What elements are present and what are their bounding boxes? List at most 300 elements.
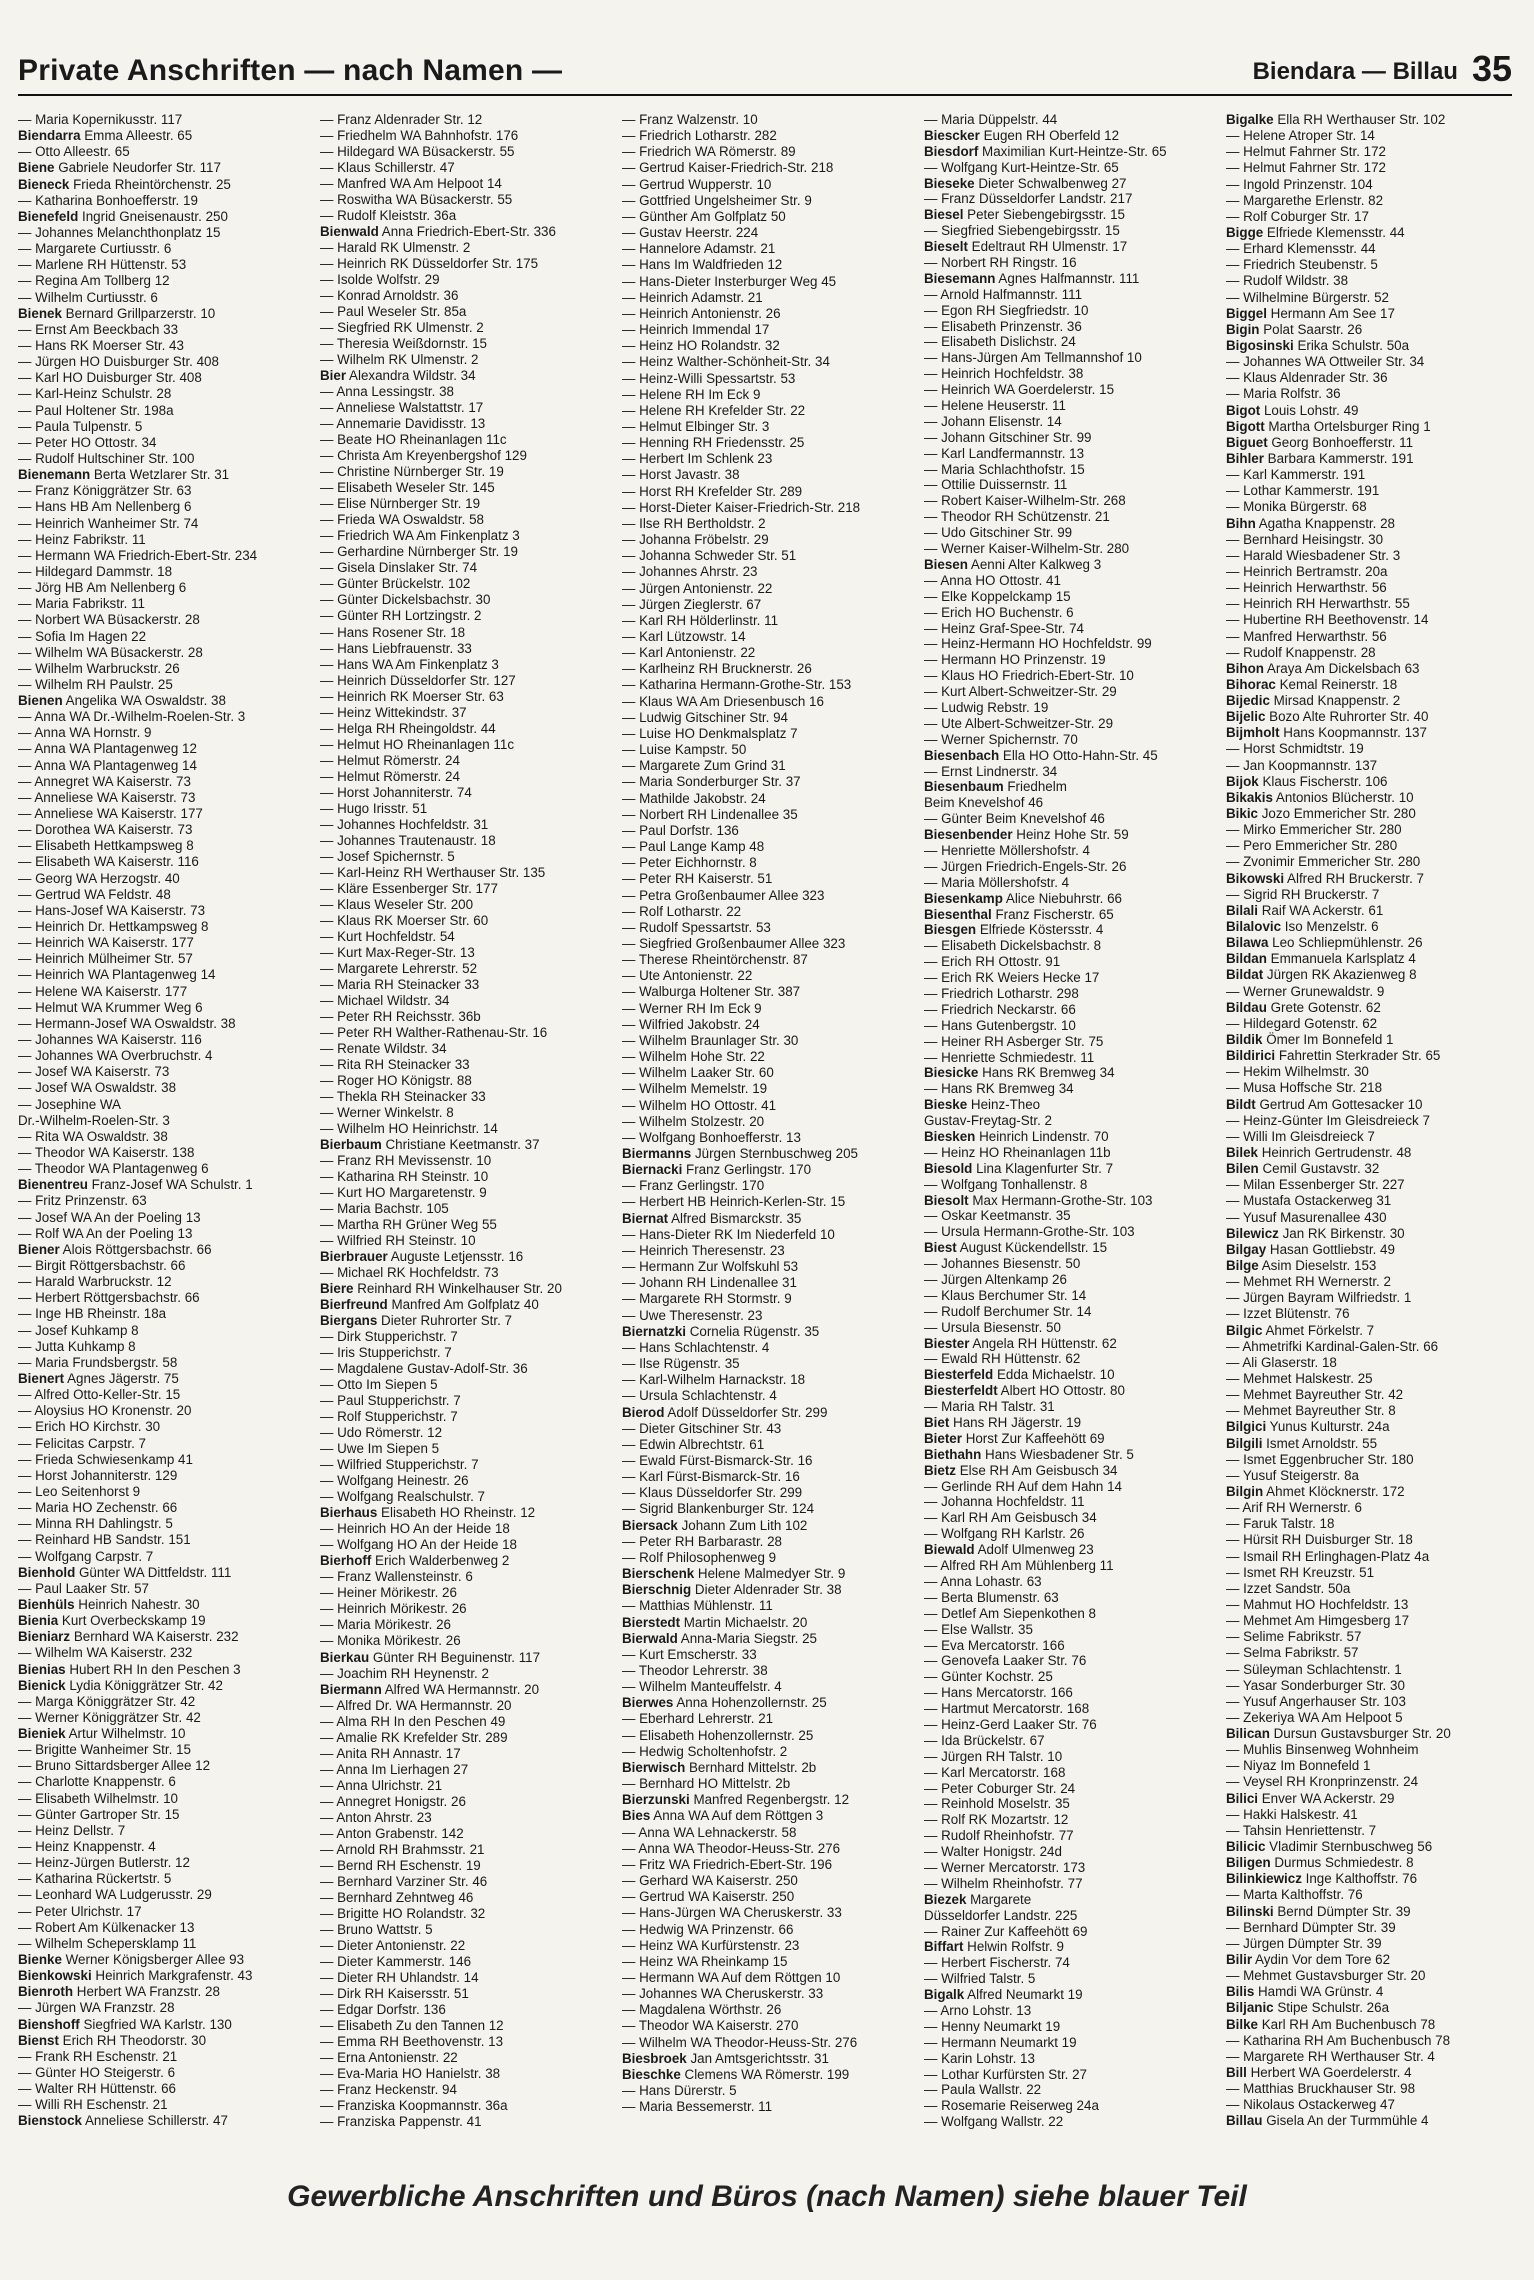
directory-entry [1226, 951, 1518, 967]
entry-details: — Hans-Josef WA Kaiserstr. 73 [18, 902, 206, 918]
entry-details: Erika Schulstr. 50a [1293, 337, 1410, 353]
directory-entry [622, 306, 914, 322]
directory-column [320, 112, 612, 2130]
surname: Bihler [1226, 450, 1264, 466]
entry-details: — Dorothea WA Kaiserstr. 73 [18, 822, 193, 838]
directory-entry [622, 1679, 914, 1695]
entry-details: — Rudolf Hultschiner Str. 100 [18, 450, 195, 466]
entry-details: — Fritz WA Friedrich-Ebert-Str. 196 [622, 1856, 833, 1872]
directory-entry [1226, 1823, 1518, 1839]
entry-details: — Michael RK Hochfeldstr. 73 [320, 1265, 499, 1281]
entry-details: — Friedrich Neckarstr. 66 [924, 1001, 1076, 1017]
entry-details: — Wilfried RH Steinstr. 10 [320, 1233, 476, 1249]
directory-entry [622, 516, 914, 532]
entry-details: — Ewald RH Hüttenstr. 62 [924, 1351, 1081, 1367]
surname: Bilicic [1226, 1839, 1266, 1855]
entry-details: — Johannes WA Cheruskerstr. 33 [622, 1986, 824, 2002]
entry-details: — Anna WA Plantagenweg 14 [18, 757, 197, 773]
directory-entry [924, 1828, 1216, 1844]
directory-entry [18, 967, 310, 983]
directory-entry [1226, 612, 1518, 628]
surname: Biesemann [924, 270, 996, 286]
entry-details: Ella RH Werthauser Str. 102 [1273, 112, 1446, 127]
entry-details: Berta Wetzlarer Str. 31 [90, 467, 230, 483]
entry-details: — Günter Gartroper Str. 15 [18, 1806, 180, 1822]
directory-entry [18, 1855, 310, 1871]
directory-entry [924, 1351, 1216, 1367]
directory-entry [320, 368, 612, 384]
directory-entry [18, 370, 310, 386]
entry-details: — Rosemarie Reiserweg 24a [924, 2098, 1099, 2114]
entry-details: — Katharina Rückertstr. 5 [18, 1871, 172, 1887]
directory-entry [924, 1336, 1216, 1352]
entry-details: — Kurt Emscherstr. 33 [622, 1646, 757, 1662]
directory-entry [924, 700, 1216, 716]
directory-entry [1226, 1678, 1518, 1694]
directory-entry [1226, 2113, 1518, 2129]
directory-entry [622, 774, 914, 790]
entry-details: — Maria Bessemerstr. 11 [622, 2099, 773, 2115]
directory-entry [622, 1033, 914, 1049]
directory-entry [320, 1906, 612, 1922]
entry-details: Albert HO Ottostr. 80 [997, 1383, 1125, 1399]
directory-entry [18, 241, 310, 257]
directory-entry [320, 1954, 612, 1970]
entry-details: — Josephine WA [18, 1096, 121, 1112]
directory-entry [18, 1968, 310, 1984]
directory-entry [320, 1073, 612, 1089]
directory-entry [924, 1971, 1216, 1987]
entry-details: — Bruno Wattstr. 5 [320, 1921, 433, 1937]
entry-details: — Bernhard Varziner Str. 46 [320, 1873, 488, 1889]
entry-details: Helene Malmedyer Str. 9 [694, 1566, 846, 1582]
directory-entry [320, 1489, 612, 1505]
directory-entry [622, 1550, 914, 1566]
directory-entry [320, 1874, 612, 1890]
directory-entry [1226, 1952, 1518, 1968]
surname: Biergans [320, 1313, 378, 1329]
directory-entry [320, 705, 612, 721]
entry-details: — Johanna Hochfeldstr. 11 [924, 1494, 1085, 1510]
directory-entry [18, 1048, 310, 1064]
directory-entry [622, 274, 914, 290]
directory-entry [18, 1097, 310, 1113]
directory-entry [924, 176, 1216, 192]
entry-details: — Wilhelm HO Ottostr. 41 [622, 1097, 777, 1113]
directory-entry [924, 605, 1216, 621]
directory-entry [320, 1986, 612, 2002]
entry-details: Heinz-Theo [967, 1097, 1041, 1113]
directory-entry [1226, 790, 1518, 806]
entry-details: Hamdi WA Grünstr. 4 [1254, 1984, 1384, 2000]
directory-entry [320, 528, 612, 544]
directory-entry [622, 2099, 914, 2115]
entry-details: — Günther Am Golfplatz 50 [622, 208, 786, 224]
entry-details: — Henny Neumarkt 19 [924, 2018, 1061, 2034]
entry-details: — Franz Gerlingstr. 170 [622, 1178, 765, 1194]
directory-entry [1226, 2000, 1518, 2016]
entry-details: Emmanuela Karlsplatz 4 [1266, 951, 1416, 967]
directory-entry [622, 2002, 914, 2018]
footer-note: Gewerbliche Anschriften und Büros (nach Namen) siehe blauer Teil [287, 2180, 1247, 2213]
entry-details: — Johann Gitschiner Str. 99 [924, 429, 1092, 445]
directory-entry [18, 338, 310, 354]
directory-entry [1226, 322, 1518, 338]
entry-details: — Heinz HO Rheinanlagen 11b [924, 1144, 1111, 1160]
directory-entry [924, 2035, 1216, 2051]
entry-details: — Pero Emmericher Str. 280 [1226, 838, 1398, 854]
entry-details: — Rita RH Steinacker 33 [320, 1056, 470, 1072]
directory-entry [18, 435, 310, 451]
entry-details: — Manfred Herwarthstr. 56 [1226, 628, 1387, 644]
entry-details: — Hedwig WA Prinzenstr. 66 [622, 1921, 794, 1937]
directory-entry [18, 854, 310, 870]
surname: Bill [1226, 2065, 1247, 2081]
directory-entry [622, 1938, 914, 1954]
page-header [18, 38, 1512, 96]
entry-details: — Günter HO Steigerstr. 6 [18, 2065, 176, 2081]
directory-entry [924, 430, 1216, 446]
surname: Bildirici [1226, 1048, 1276, 1064]
entry-details: — Josef WA An der Poeling 13 [18, 1209, 201, 1225]
entry-details: — Mehmet RH Wernerstr. 2 [1226, 1274, 1391, 1290]
directory-entry [18, 1323, 310, 1339]
directory-entry [320, 1313, 612, 1329]
entry-details: — Arif RH Wernerstr. 6 [1226, 1500, 1362, 1516]
entry-details: — Heinz Dellstr. 7 [18, 1822, 126, 1838]
directory-entry [1226, 1549, 1518, 1565]
directory-entry [924, 1685, 1216, 1701]
directory-entry [18, 1274, 310, 1290]
directory-entry [924, 1431, 1216, 1447]
entry-details: — Franziska Koopmannstr. 36a [320, 2097, 508, 2113]
entry-details: — Niyaz Im Bonnefeld 1 [1226, 1758, 1371, 1774]
directory-entry [1226, 838, 1518, 854]
surname: Bildat [1226, 967, 1264, 983]
directory-entry [1226, 1887, 1518, 1903]
directory-entry [1226, 290, 1518, 306]
directory-entry [622, 1130, 914, 1146]
entry-details: — Ilse RH Bertholdstr. 2 [622, 515, 766, 531]
directory-entry [622, 1760, 914, 1776]
entry-details: — Milan Essenberger Str. 227 [1226, 1177, 1405, 1193]
entry-details: — Wolfgang RH Karlstr. 26 [924, 1526, 1085, 1542]
directory-entry [18, 290, 310, 306]
directory-entry [1226, 629, 1518, 645]
directory-entry [18, 1064, 310, 1080]
directory-entry [320, 592, 612, 608]
entry-details: Aydin Vor dem Tore 62 [1252, 1952, 1391, 1968]
entry-details: — Johanna Schweder Str. 51 [622, 548, 797, 564]
directory-entry [320, 1153, 612, 1169]
entry-details: Alfred WA Hermannstr. 20 [381, 1681, 540, 1697]
directory-entry [18, 661, 310, 677]
entry-details: — Katharina RH Steinstr. 10 [320, 1169, 489, 1185]
entry-details: — Anna WA Hornstr. 9 [18, 725, 152, 741]
directory-entry [622, 1776, 914, 1792]
surname: Bienhold [18, 1564, 76, 1580]
directory-entry [18, 128, 310, 144]
entry-details: — Hubertine RH Beethovenstr. 14 [1226, 612, 1429, 628]
entry-details: — Helmut WA Krummer Weg 6 [18, 999, 203, 1015]
entry-details: Heinrich Markgrafenstr. 43 [91, 1968, 253, 1984]
page-number: 35 [1471, 48, 1512, 89]
directory-entry [1226, 1807, 1518, 1823]
directory-entry [18, 1226, 310, 1242]
directory-entry [320, 641, 612, 657]
directory-entry [18, 483, 310, 499]
directory-entry [924, 1606, 1216, 1622]
directory-entry [622, 1388, 914, 1404]
directory-entry [320, 256, 612, 272]
directory-entry [924, 112, 1216, 128]
entry-details: — Leonhard WA Ludgerusstr. 29 [18, 1887, 212, 1903]
directory-entry [320, 416, 612, 432]
entry-details: — Peter Coburger Str. 24 [924, 1780, 1076, 1796]
entry-details: — Elisabeth Dislichstr. 24 [924, 334, 1076, 350]
directory-entry [924, 1908, 1216, 1924]
directory-entry [320, 817, 612, 833]
directory-entry [1226, 467, 1518, 483]
surname: Bierhoff [320, 1553, 372, 1569]
entry-details: — Wilfried Stupperichstr. 7 [320, 1457, 479, 1473]
entry-details: — Henriette Schmiedestr. 11 [924, 1049, 1095, 1065]
surname: Bienemann [18, 467, 91, 483]
directory-entry [320, 1041, 612, 1057]
directory-entry [320, 2050, 612, 2066]
entry-details: Alexandra Wildstr. 34 [346, 368, 476, 384]
entry-details: — Klaus Weseler Str. 200 [320, 896, 474, 912]
entry-details: Clemens WA Römerstr. 199 [680, 2066, 850, 2082]
directory-entry [924, 1097, 1216, 1113]
surname: Bijok [1226, 773, 1259, 789]
directory-entry [320, 1698, 612, 1714]
entry-details: — Maria Bachstr. 105 [320, 1201, 449, 1217]
entry-details: — Iris Stupperichstr. 7 [320, 1345, 452, 1361]
directory-entry [1226, 871, 1518, 887]
entry-details: — Wilhelm Memelstr. 19 [622, 1081, 768, 1097]
directory-entry [622, 645, 914, 661]
directory-entry [924, 1113, 1216, 1129]
directory-entry [1226, 338, 1518, 354]
surname: Biesdorf [924, 143, 979, 159]
directory-entry [18, 1242, 310, 1258]
entry-details: — Heinrich WA Goerdelerstr. 15 [924, 382, 1115, 398]
directory-entry [924, 414, 1216, 430]
entry-details: — Margarete Zum Grind 31 [622, 758, 786, 774]
directory-entry [320, 128, 612, 144]
entry-details: Dieter Ruhrorter Str. 7 [377, 1313, 513, 1329]
directory-entry [320, 929, 612, 945]
directory-entry [320, 1730, 612, 1746]
directory-entry [18, 1177, 310, 1193]
entry-details: — Veysel RH Kronprinzenstr. 24 [1226, 1774, 1419, 1790]
entry-details: — Gerlinde RH Auf dem Hahn 14 [924, 1478, 1122, 1494]
surname: Bieniek [18, 1726, 66, 1742]
entry-details: — Marlene RH Hüttenstr. 53 [18, 257, 187, 273]
directory-entry [924, 636, 1216, 652]
directory-entry [622, 548, 914, 564]
entry-details: — Norbert WA Büsackerstr. 28 [18, 612, 200, 628]
entry-details: — Ottilie Duissernstr. 11 [924, 477, 1068, 493]
directory-entry [622, 1291, 914, 1307]
entry-details: — Anton Ahrstr. 23 [320, 1809, 432, 1825]
directory-entry [924, 509, 1216, 525]
directory-entry [1226, 2097, 1518, 2113]
directory-entry [622, 2083, 914, 2099]
directory-entry [18, 1871, 310, 1887]
entry-details: — Josef WA Kaiserstr. 73 [18, 1064, 170, 1080]
directory-entry [622, 791, 914, 807]
entry-details: — Yusuf Angerhauser Str. 103 [1226, 1693, 1406, 1709]
directory-entry [320, 657, 612, 673]
entry-details: Antonios Blücherstr. 10 [1272, 789, 1414, 805]
directory-entry [18, 1355, 310, 1371]
entry-details: — Hildegard Dammstr. 18 [18, 563, 173, 579]
directory-entry [622, 1114, 914, 1130]
directory-entry [1226, 1193, 1518, 1209]
directory-entry [622, 1695, 914, 1711]
directory-entry [1226, 887, 1518, 903]
surname: Biet [924, 1415, 950, 1431]
directory-entry [924, 684, 1216, 700]
directory-entry [924, 1558, 1216, 1574]
directory-entry [1226, 1387, 1518, 1403]
entry-details: Heinrich Lindenstr. 70 [975, 1129, 1109, 1144]
entry-details: — Maria Fabrikstr. 11 [18, 596, 145, 612]
entry-details: Mirsad Knappenstr. 2 [1269, 693, 1401, 709]
directory-entry [622, 1631, 914, 1647]
entry-details: — Kläre Essenberger Str. 177 [320, 880, 498, 896]
entry-details: — Karlheinz RH Brucknerstr. 26 [622, 661, 812, 677]
directory-entry [1226, 160, 1518, 176]
directory-entry [924, 1717, 1216, 1733]
directory-entry [924, 2019, 1216, 2035]
directory-entry [1226, 709, 1518, 725]
directory-entry [924, 748, 1216, 764]
entry-details: — Elisabeth Dickelsbachstr. 8 [924, 938, 1102, 954]
entry-details: Auguste Letjensstr. 16 [387, 1249, 524, 1265]
surname: Bies [622, 1808, 651, 1824]
entry-details: — Jürgen Altenkamp 26 [924, 1272, 1067, 1288]
entry-details: — Margarete RH Werthauser Str. 4 [1226, 2048, 1435, 2064]
entry-details: — Herbert Fischerstr. 74 [924, 1955, 1070, 1971]
entry-details: — Harald RK Ulmenstr. 2 [320, 240, 471, 256]
directory-entry [924, 144, 1216, 160]
entry-details: — Hannelore Adamstr. 21 [622, 241, 776, 257]
directory-entry [622, 904, 914, 920]
entry-details: — Gertrud WA Feldstr. 48 [18, 886, 171, 902]
directory-entry [622, 354, 914, 370]
entry-details: — Ilse Rügenstr. 35 [622, 1356, 740, 1372]
surname: Bikakis [1226, 789, 1273, 805]
entry-details: — Gertrud Wupperstr. 10 [622, 176, 772, 192]
entry-details: — Wilhelm Stolzestr. 20 [622, 1113, 765, 1129]
directory-entry [18, 806, 310, 822]
surname: Bienkowski [18, 1968, 92, 1984]
directory-entry [1226, 725, 1518, 741]
entry-details: — Hans-Jürgen Am Tellmannshof 10 [924, 350, 1142, 366]
entry-details: — Hans Mercatorstr. 166 [924, 1685, 1073, 1701]
directory-entry [622, 1308, 914, 1324]
entry-details: Werner Königsberger Allee 93 [61, 1952, 245, 1968]
surname: Bienias [18, 1661, 66, 1677]
entry-details: — Norbert RH Lindenallee 35 [622, 806, 798, 822]
entry-details: — Joachim RH Heynenstr. 2 [320, 1665, 489, 1681]
entry-details: — Uwe Im Siepen 5 [320, 1441, 440, 1457]
directory-entry [18, 2081, 310, 2097]
surname: Biermann [320, 1681, 382, 1697]
entry-details: Inge Kalthoffstr. 76 [1301, 1871, 1418, 1887]
entry-details: Bernard Grillparzerstr. 10 [61, 305, 216, 321]
entry-details: — Margarete Curtiusstr. 6 [18, 241, 172, 257]
entry-details: — Franz Walzenstr. 10 [622, 112, 758, 127]
entry-details: — Horst Javastr. 38 [622, 467, 740, 483]
entry-details: — Jürgen Antonienstr. 22 [622, 580, 773, 596]
directory-entry [622, 338, 914, 354]
entry-details: — Hans RK Moerser Str. 43 [18, 337, 184, 353]
entry-details: — Kurt HO Margaretenstr. 9 [320, 1185, 487, 1201]
directory-entry [320, 1185, 612, 1201]
entry-details: — Ludwig Gitschiner Str. 94 [622, 709, 788, 725]
surname: Bihorac [1226, 676, 1276, 692]
directory-entry [622, 984, 914, 1000]
entry-details: — Annemarie Davidisstr. 13 [320, 416, 486, 432]
directory-entry [924, 1653, 1216, 1669]
entry-details: — Annegret WA Kaiserstr. 73 [18, 773, 191, 789]
directory-entry [1226, 1500, 1518, 1516]
entry-details: Asim Dieselstr. 153 [1258, 1257, 1377, 1273]
entry-details: — Bernhard Zehntweg 46 [320, 1889, 474, 1905]
directory-entry [924, 1367, 1216, 1383]
directory-entry [18, 1920, 310, 1936]
directory-entry [320, 2018, 612, 2034]
surname: Biersack [622, 1517, 678, 1533]
directory-entry [320, 1441, 612, 1457]
surname: Bihon [1226, 660, 1264, 676]
directory-entry [924, 811, 1216, 827]
directory-entry [320, 576, 612, 592]
entry-details: — Rudolf Knappenstr. 28 [1226, 644, 1376, 660]
directory-entry [1226, 225, 1518, 241]
entry-details: — Günter RH Lortzingstr. 2 [320, 608, 482, 624]
entry-details: — Herbert HB Heinrich-Kerlen-Str. 15 [622, 1194, 846, 1210]
entry-details: — Katharina Bonhoefferstr. 19 [18, 192, 198, 208]
entry-details: — Alfred RH Am Mühlenberg 11 [924, 1558, 1114, 1574]
directory-entry [18, 1419, 310, 1435]
directory-entry [320, 1281, 612, 1297]
entry-details: Agnes Halfmannstr. 111 [995, 270, 1140, 286]
entry-details: — Heinz-Jürgen Butlerstr. 12 [18, 1855, 190, 1871]
directory-entry [320, 1890, 612, 1906]
entry-details: Max Hermann-Grothe-Str. 103 [968, 1192, 1153, 1208]
directory-entry [1226, 1097, 1518, 1113]
directory-entry [924, 652, 1216, 668]
directory-entry [320, 993, 612, 1009]
directory-entry [18, 2065, 310, 2081]
directory-entry [320, 961, 612, 977]
directory-entry [320, 1553, 612, 1569]
directory-entry [1226, 1048, 1518, 1064]
entry-details: — Robert Am Külkenacker 13 [18, 1919, 195, 1935]
directory-entry [1226, 177, 1518, 193]
directory-entry [924, 1844, 1216, 1860]
surname: Bijelic [1226, 709, 1266, 725]
entry-details: — Henriette Möllershofstr. 4 [924, 842, 1090, 858]
directory-entry [18, 1645, 310, 1661]
entry-details: Manfred Am Golfplatz 40 [387, 1297, 539, 1313]
directory-entry [1226, 1936, 1518, 1952]
